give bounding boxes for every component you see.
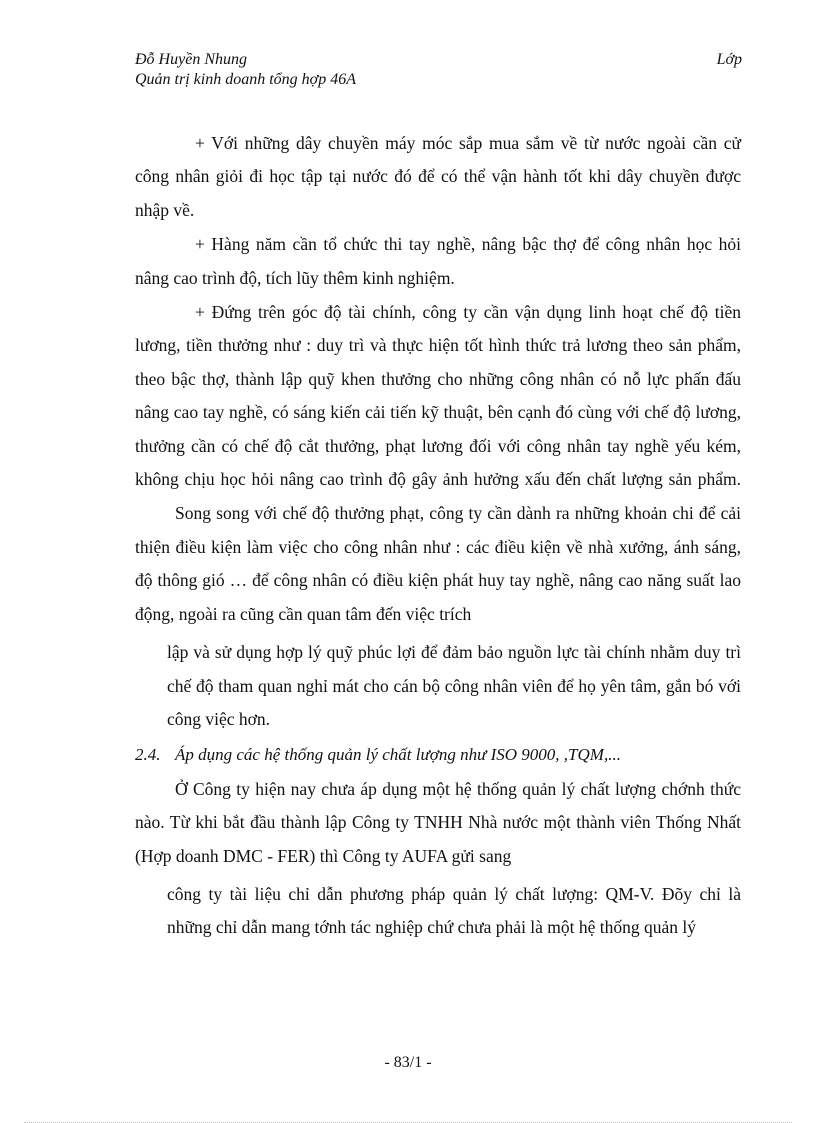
paragraph-machinery-training: + Với những dây chuyền máy móc sắp mua sắm về từ nước ngoài cần cử công nhân giỏi đi học tập tại nước đó để có thể vận hành tốt khi dây chuyền được nhập về. xyxy=(135,133,741,220)
page-header xyxy=(135,50,742,90)
paragraph-skill-contest: + Hàng năm cần tổ chức thi tay nghề, nâng bậc thợ để công nhân học hỏi nâng cao trình độ, tích lũy thêm kinh nghiệm. xyxy=(135,234,741,288)
header-row xyxy=(135,50,742,70)
paragraph-quality-system: Ở Công ty hiện nay chưa áp dụng một hệ thống quản lý chất lượng chớnh thức nào. Từ khi bắt đầu thành lập Công ty TNHH Nhà nước một thành viên Thống Nhất (Hợp doanh DMC - FER) thì Công ty AUFA gửi sang xyxy=(135,778,741,866)
paragraph-welfare-fund: lập và sử dụng hợp lý quỹ phúc lợi để đảm bảo nguồn lực tài chính nhằm duy trì chế độ tham quan nghỉ mát cho cán bộ công nhân viên để họ yên tâm, gắn bó với công việc hơn. xyxy=(167,642,741,729)
page-number: - 83/1 - xyxy=(384,1054,432,1071)
section-number: 2.4. xyxy=(135,745,161,765)
header-program: Quản trị kinh doanh tổng hợp 46A xyxy=(135,71,356,88)
section-heading xyxy=(135,738,741,771)
header-rule xyxy=(135,95,742,96)
section-title: Áp dụng các hệ thống quản lý chất lượng như ISO 9000, ,TQM,... xyxy=(175,745,621,765)
header-class-label: Lớp xyxy=(716,51,742,68)
paragraph-financial-policy: + Đứng trên góc độ tài chính, công ty cần vận dụng linh hoạt chế độ tiền lương, tiền thưởng như : duy trì và thực hiện tốt hình thức trả lương theo sản phẩm, theo bậc thợ, thành lập quỹ khen thưởng cho những công nhân có nỗ lực phấn đấu nâng cao tay nghề, có sáng kiến cải tiến kỹ thuật, bên cạnh đó cùng với chế độ lương, thưởng cần có chế độ cắt thưởng, phạt lương đối với công nhân tay nghề yếu kém, không chịu học hỏi nâng cao trình độ gây ảnh hưởng xấu đến chất lượng sản phẩm. xyxy=(135,302,741,490)
paragraph-qm-v-guidance: công ty tài liệu chỉ dẫn phương pháp quản lý chất lượng: QM-V. Đõy chỉ là những chỉ dẫn mang tớnh tác nghiệp chứ chưa phải là một hệ thống quản lý xyxy=(167,883,741,938)
header-author: Đỗ Huyền Nhung xyxy=(135,51,247,68)
paragraph-working-conditions: Song song với chế độ thưởng phạt, công ty cần dành ra những khoản chi để cải thiện điều kiện làm việc cho công nhân như : các điều kiện về nhà xưởng, ánh sáng, độ thông gió … để công nhân có điều kiện phát huy tay nghề, nâng cao năng suất lao động, ngoài ra cũng cần quan tâm đến việc trích xyxy=(135,503,741,624)
document-body xyxy=(135,127,741,945)
